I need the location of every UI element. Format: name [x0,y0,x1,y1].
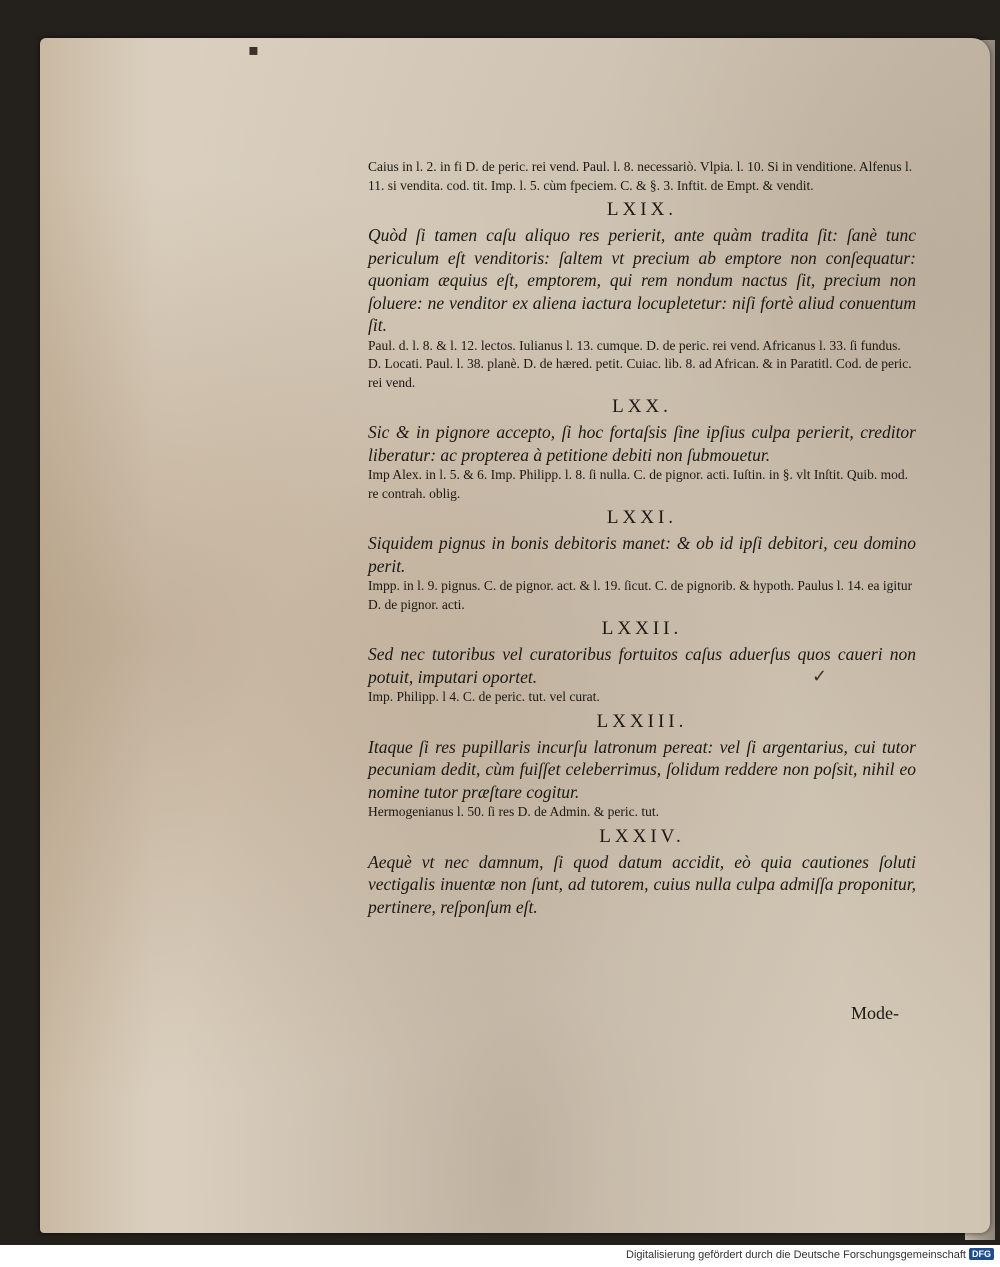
paragraph: Quòd ſi tamen caſu aliquo res perierit, ante quàm tradita ſit: ſanè tunc periculum eſt venditoris: ſaltem vt precium ab emptore non conſequatur: quoniam æquius eſt, emptorem, qui rem nondum nactus ſit, precium non ſoluere: ne venditor ex aliena iactura locupletetur: niſi fortè aliud conuentum ſit. [368,225,916,335]
ink-mark: ✓ [812,666,828,687]
paragraph: Siquidem pignus in bonis debitoris manet: & ob id ipſi debitori, ceu domino perit. [368,533,916,576]
citation: Caius in l. 2. in fi D. de peric. rei vend. Paul. l. 8. necessariò. Vlpia. l. 10. Si in venditione. Alfenus l. 11. si vendita. cod. tit. Imp. l. 5. cùm fpeciem. C. & §. 3. Inftit. de Empt. & vendit. [368,159,913,193]
paragraph: Aequè vt nec damnum, ſi quod datum accidit, eò quia cautiones ſoluti vectigalis inuentæ non ſunt, ad tutorem, cuius nulla culpa admiſſa proponitur, pertinere, reſponſum eſt. [368,851,916,917]
paragraph: Itaque ſi res pupillaris incurſu latronum pereat: vel ſi argentarius, cui tutor pecuniam dedit, cùm fuiſſet celeberrimus, ſolidum reddere non poſsit, nihil eo nomine tutor præſtare cogitur. [368,736,916,802]
section-heading: LXXI. [606,507,678,528]
footer-bar [0,1245,1000,1267]
citation: Imp Alex. in l. 5. & 6. Imp. Philipp. l. 8. ſi nulla. C. de pignor. acti. Iuſtin. in §. vlt Inſtit. Quib. mod. re contrah. oblig. [368,467,908,501]
section-heading: LXIX. [606,199,678,220]
citation: Impp. in l. 9. pignus. C. de pignor. act. & l. 19. ſicut. C. de pignorib. & hypoth. Paulus l. 14. ea igitur D. de pignor. acti. [368,578,913,612]
section-heading: LXXII. [601,618,683,639]
section-heading: LXXIII. [596,710,688,732]
funding-notice: Digitalisierung gefördert durch die Deutsche Forschungsgemeinschaft [626,1249,966,1261]
paragraph: Sic & in pignore accepto, ſi hoc fortaſsis ſine ipſius culpa perierit, creditor liberatur: ac propterea à petitione debiti non ſubmouetur. [368,422,916,465]
section-heading: LXXIV. [599,825,685,847]
catchword: Mode- [851,1003,899,1023]
citation: Imp. Philipp. l 4. C. de peric. tut. vel curat. [368,689,600,704]
paragraph: Sed nec tutoribus vel curatoribus fortuitos caſus aduerſus quos caueri non potuit, imputari oportet. [368,644,916,687]
citation: Paul. d. l. 8. & l. 12. lectos. Iulianus l. 13. cumque. D. de peric. rei vend. Africanus l. 33. ſi fundus. D. Locati. Paul. l. 38. planè. D. de hæred. petit. Cuiac. lib. 8. ad African. & in Paratitl. Cod. de peric. rei vend. [368,337,912,390]
section-heading: LXX. [612,396,672,417]
page-text [368,158,916,918]
citation: Hermogenianus l. 50. ſi res D. de Admin. & peric. tut. [368,804,659,819]
dfg-logo: DFG [969,1248,994,1260]
ink-speck: ▪ [248,40,259,59]
